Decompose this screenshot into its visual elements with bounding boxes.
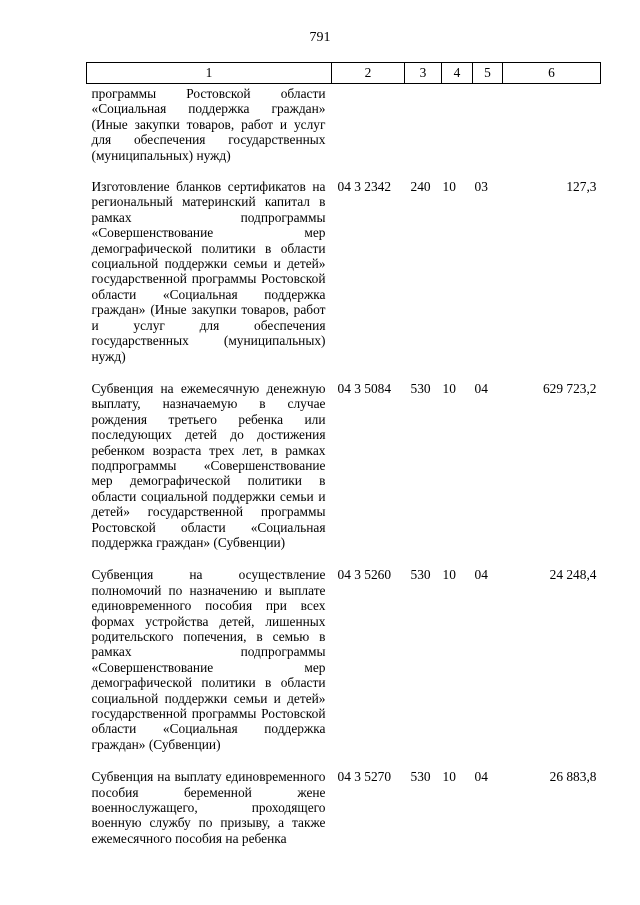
- table-row: [87, 84, 601, 177]
- row-name: программы Ростовской области «Социальная поддержка граждан» (Иные закупки товаров, работ и услуг для обеспечения государственных (муниципальных) нужд): [91, 86, 326, 163]
- table-row: [87, 378, 601, 564]
- budget-table: [86, 62, 601, 860]
- row-target-code: 04 3 2342: [337, 179, 392, 195]
- column-header-4: 4: [442, 63, 473, 84]
- row-section: 10: [442, 380, 456, 396]
- row-expense-type: [405, 84, 442, 177]
- row-section: 10: [442, 769, 456, 785]
- row-subsection: 04: [474, 567, 488, 583]
- row-amount: 24 248,4: [549, 567, 597, 583]
- row-subsection: [473, 84, 503, 177]
- row-expense-type: 530: [410, 380, 431, 396]
- row-section: 10: [442, 179, 456, 195]
- column-header-2: 2: [332, 63, 405, 84]
- row-name: Субвенция на ежемесячную денежную выплату, назначаемую в случае рождения третьего ребенка или последующих детей до достижения ребенком возраста трех лет, в рамках подпрограммы «Совершенствование мер демографической политики в области социальной поддержки семьи и детей» государственной программы Ростовской области «Социальная поддержка граждан» (Субвенции): [91, 380, 326, 550]
- row-section: [442, 84, 473, 177]
- row-target-code: 04 3 5270: [337, 769, 392, 785]
- header-row: [87, 63, 601, 84]
- row-subsection: 03: [474, 179, 488, 195]
- row-target-code: [332, 84, 405, 177]
- row-target-code: 04 3 5260: [337, 567, 392, 583]
- row-amount: 629 723,2: [542, 380, 597, 396]
- row-expense-type: 240: [410, 179, 431, 195]
- table-row: [87, 766, 601, 860]
- row-amount: 26 883,8: [549, 769, 597, 785]
- table-body: [87, 84, 601, 861]
- row-subsection: 04: [474, 380, 488, 396]
- row-expense-type: 530: [410, 769, 431, 785]
- column-header-3: 3: [405, 63, 442, 84]
- table-row: [87, 176, 601, 378]
- row-name: Субвенция на выплату единовременного пособия беременной жене военнослужащего, проходящего военную службу по призыву, а также ежемесячного пособия на ребенка: [91, 769, 326, 846]
- row-name: Субвенция на осуществление полномочий по назначению и выплате единовременного пособия при всех формах устройства детей, лишенных родительского попечения, в семью в рамках подпрограммы «Совершенствование мер демографической политики в области социальной поддержки семьи и детей» государственной программы Ростовской области «Социальная поддержка граждан» (Субвенции): [91, 567, 326, 752]
- row-target-code: 04 3 5084: [337, 380, 392, 396]
- row-expense-type: 530: [410, 567, 431, 583]
- column-header-6: 6: [503, 63, 601, 84]
- row-section: 10: [442, 567, 456, 583]
- table-header: [87, 63, 601, 84]
- column-header-1: 1: [87, 63, 332, 84]
- row-amount: [503, 84, 601, 177]
- column-header-5: 5: [473, 63, 503, 84]
- table-row: [87, 564, 601, 766]
- row-amount: 127,3: [566, 179, 597, 195]
- page-number: 791: [309, 30, 331, 45]
- row-subsection: 04: [474, 769, 488, 785]
- row-name: Изготовление бланков сертификатов на региональный материнский капитал в рамках подпрограммы «Совершенствование мер демографической политики в области социальной поддержки семьи и детей» государственной программы Ростовской области «Социальная поддержка граждан» (Иные закупки товаров, работ и услуг для обеспечения государственных (муниципальных) нужд): [91, 179, 326, 364]
